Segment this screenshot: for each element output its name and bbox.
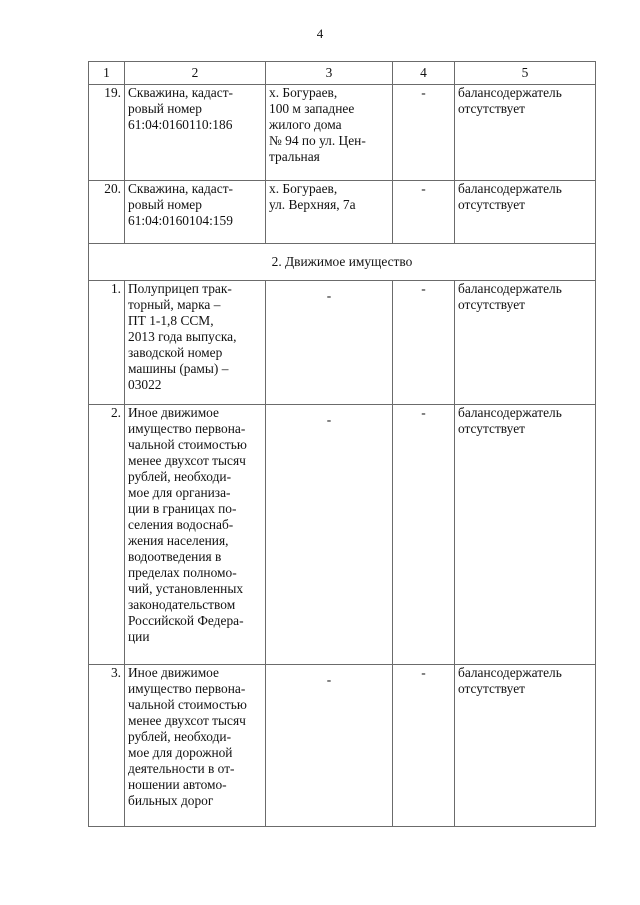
holder-note: балансодержатель отсутствует bbox=[455, 85, 596, 181]
property-table bbox=[88, 61, 596, 827]
column-header: 3 bbox=[266, 62, 393, 85]
column-4-value: - bbox=[393, 405, 455, 665]
property-address: - bbox=[266, 405, 393, 665]
holder-note: балансодержатель отсутствует bbox=[455, 405, 596, 665]
column-number-row bbox=[89, 62, 596, 85]
holder-note: балансодержатель отсутствует bbox=[455, 665, 596, 827]
row-number: 19. bbox=[89, 85, 125, 181]
column-4-value: - bbox=[393, 181, 455, 244]
table-row bbox=[89, 281, 596, 405]
column-4-value: - bbox=[393, 281, 455, 405]
property-address: х. Богураев, ул. Верхняя, 7а bbox=[266, 181, 393, 244]
property-address: - bbox=[266, 665, 393, 827]
property-address: - bbox=[266, 281, 393, 405]
column-header: 1 bbox=[89, 62, 125, 85]
holder-note: балансодержатель отсутствует bbox=[455, 281, 596, 405]
column-header: 4 bbox=[393, 62, 455, 85]
table-row bbox=[89, 181, 596, 244]
column-4-value: - bbox=[393, 665, 455, 827]
property-name: Полуприцеп трак- торный, марка – ПТ 1-1,8 ССМ, 2013 года выпуска, заводской номер машины (рамы) – 03022 bbox=[125, 281, 266, 405]
table-row bbox=[89, 665, 596, 827]
property-name: Скважина, кадаст- ровый номер 61:04:0160110:186 bbox=[125, 85, 266, 181]
row-number: 1. bbox=[89, 281, 125, 405]
row-number: 3. bbox=[89, 665, 125, 827]
property-name: Скважина, кадаст- ровый номер 61:04:0160104:159 bbox=[125, 181, 266, 244]
table-row bbox=[89, 405, 596, 665]
section-title: 2. Движимое имущество bbox=[89, 244, 596, 281]
holder-note: балансодержатель отсутствует bbox=[455, 181, 596, 244]
table-row bbox=[89, 85, 596, 181]
property-name: Иное движимое имущество первона- чальной стоимостью менее двухсот тысяч рублей, необходи- мое для дорожной деятельности в от- ношении автомо- бильных дорог bbox=[125, 665, 266, 827]
row-number: 20. bbox=[89, 181, 125, 244]
column-header: 5 bbox=[455, 62, 596, 85]
property-address: х. Богураев, 100 м западнее жилого дома № 94 по ул. Цен- тральная bbox=[266, 85, 393, 181]
property-name: Иное движимое имущество первона- чальной стоимостью менее двухсот тысяч рублей, необходи- мое для организа- ции в границах по- селения водоснаб- жения населения, водоотведения в пределах полномо- чий, установленных законодательством Российской Федера- ции bbox=[125, 405, 266, 665]
column-4-value: - bbox=[393, 85, 455, 181]
page-number: 4 bbox=[316, 26, 324, 41]
column-header: 2 bbox=[125, 62, 266, 85]
row-number: 2. bbox=[89, 405, 125, 665]
section-row bbox=[89, 244, 596, 281]
